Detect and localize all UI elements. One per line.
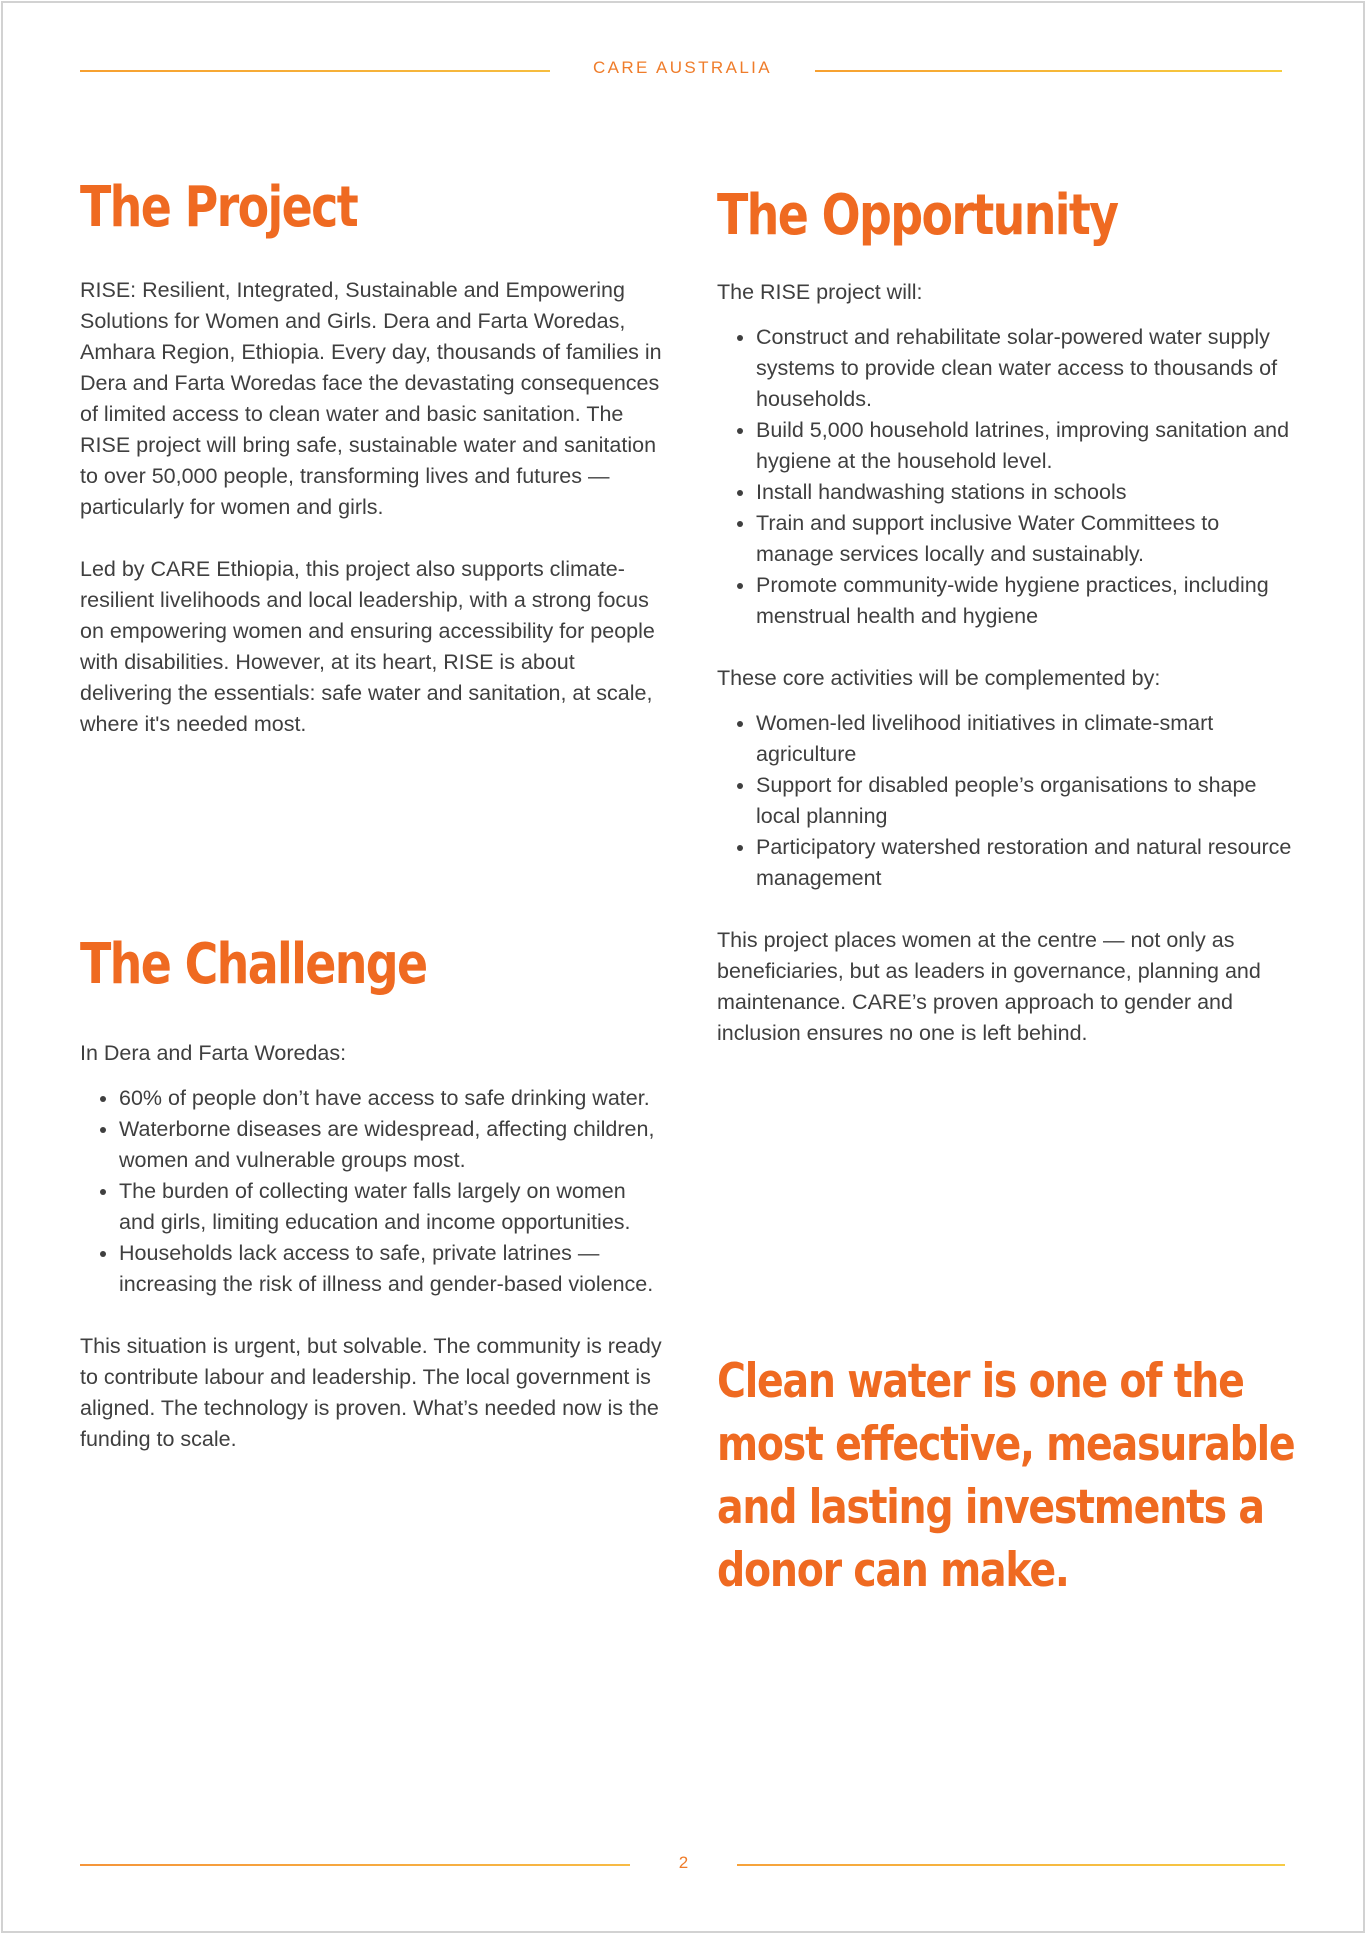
list-item: • Support for disabled people’s organisations to shape local planning — [756, 770, 1297, 832]
opportunity-body — [717, 277, 1297, 1049]
list-item: • Construct and rehabilitate solar-powered water supply systems to provide clean water access to thousands of households. — [756, 322, 1297, 415]
quote-line: and lasting investments a — [717, 1480, 1264, 1535]
opportunity-closing: This project places women at the centre — not only as beneficiaries, but as leaders in governance, planning and maintenance. CARE’s proven approach to gender and inclusion ensures no one is left behind. — [717, 928, 1261, 1045]
page-number: 2 — [678, 1853, 689, 1872]
opportunity-complement-list — [717, 708, 1297, 894]
list-item: • Promote community-wide hygiene practices, including menstrual health and hygiene — [756, 570, 1297, 632]
list-item: • Waterborne diseases are widespread, affecting children, women and vulnerable groups most. — [119, 1114, 660, 1176]
list-item: • Women-led livelihood initiatives in climate-smart agriculture — [756, 708, 1297, 770]
list-item: • Install handwashing stations in schools — [756, 477, 1297, 508]
list-item: • The burden of collecting water falls largely on women and girls, limiting education and income opportunities. — [119, 1176, 660, 1238]
project-body — [80, 275, 670, 740]
quote-line: Clean water is one of the — [717, 1354, 1244, 1409]
list-item: • Households lack access to safe, private latrines — increasing the risk of illness and gender-based violence. — [119, 1238, 660, 1300]
quote-line: donor can make. — [717, 1543, 1069, 1598]
challenge-list — [80, 1083, 670, 1300]
header-rule-left — [80, 70, 550, 72]
quote-line: most effective, measurable — [717, 1417, 1295, 1472]
project-paragraph: RISE: Resilient, Integrated, Sustainable and Empowering Solutions for Women and Girls. Dera and Farta Woredas, Amhara Region, Ethiopia. Every day, thousands of families in Dera and Farta Woredas face the devastating consequences of limited access to clean water and basic sanitation. The RISE project will bring safe, sustainable water and sanitation to over 50,000 people, transforming lives and futures — particularly for women and girls. — [80, 278, 662, 519]
opportunity-intro: The RISE project will: — [717, 280, 923, 304]
challenge-closing: This situation is urgent, but solvable. The community is ready to contribute labour and leadership. The local government is aligned. The technology is proven. What’s needed now is the funding to scale. — [80, 1334, 662, 1451]
list-item: • 60% of people don’t have access to safe drinking water. — [119, 1083, 660, 1114]
opportunity-list — [717, 322, 1297, 632]
challenge-body — [80, 1038, 670, 1455]
opportunity-complement-intro: These core activities will be complemented by: — [717, 666, 1161, 690]
opportunity-heading: The Opportunity — [717, 183, 1118, 248]
footer-rule-right — [737, 1864, 1285, 1866]
challenge-heading: The Challenge — [80, 932, 427, 997]
list-item: • Train and support inclusive Water Committees to manage services locally and sustainably. — [756, 508, 1297, 570]
project-paragraph: Led by CARE Ethiopia, this project also supports climate-resilient livelihoods and local leadership, with a strong focus on empowering women and ensuring accessibility for people with disabilities. However, at its heart, RISE is about delivering the essentials: safe water and sanitation, at scale, where it's needed most. — [80, 557, 655, 736]
header-title: CARE AUSTRALIA — [592, 58, 773, 77]
list-item: • Participatory watershed restoration and natural resource management — [756, 832, 1297, 894]
header-rule-right — [815, 70, 1282, 72]
footer-rule-left — [80, 1864, 630, 1866]
project-heading: The Project — [80, 175, 358, 240]
list-item: • Build 5,000 household latrines, improving sanitation and hygiene at the household level. — [756, 415, 1297, 477]
challenge-intro: In Dera and Farta Woredas: — [80, 1041, 347, 1065]
pull-quote — [717, 1350, 1295, 1602]
